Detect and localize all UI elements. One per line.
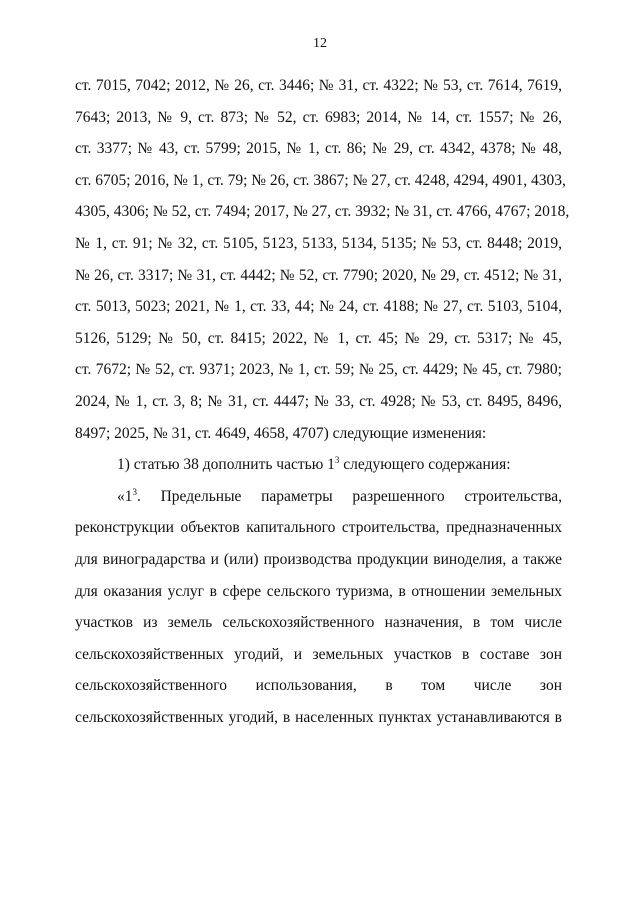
new-part-line: для виноградарства и (или) производства продукции виноделия, а также bbox=[75, 550, 562, 568]
new-part-prefix: «1 bbox=[117, 487, 133, 505]
citation-line: 5126, 5129; № 50, ст. 8415; 2022, № 1, ст. 45; № 29, ст. 5317; № 45, bbox=[75, 329, 562, 347]
new-part-line: участков из земель сельскохозяйственного назначения, в том числе bbox=[75, 614, 562, 632]
citation-line: ст. 6705; 2016, № 1, ст. 79; № 26, ст. 3867; № 27, ст. 4248, 4294, 4901, 4303, bbox=[75, 171, 566, 189]
citation-line: ст. 7015, 7042; 2012, № 26, ст. 3446; № 31, ст. 4322; № 53, ст. 7614, 7619, bbox=[75, 77, 562, 94]
citation-line: 4305, 4306; № 52, ст. 7494; 2017, № 27, ст. 3932; № 31, ст. 4766, 4767; 2018, bbox=[75, 203, 570, 221]
instruction-superscript: 3 bbox=[334, 454, 340, 465]
new-part-line: для оказания услуг в сфере сельского туризма, в отношении земельных bbox=[75, 582, 562, 600]
instruction-text: 1) статью 38 дополнить частью 1 bbox=[117, 456, 335, 474]
citation-line: ст. 5013, 5023; 2021, № 1, ст. 33, 44; № 24, ст. 4188; № 27, ст. 5103, 5104, bbox=[75, 298, 562, 316]
new-part-superscript: 3 bbox=[132, 486, 137, 497]
citation-line: 7643; 2013, № 9, ст. 873; № 52, ст. 6983; 2014, № 14, ст. 1557; № 26, bbox=[75, 108, 562, 126]
citation-line: ст. 7672; № 52, ст. 9371; 2023, № 1, ст. 59; № 25, ст. 4429; № 45, ст. 7980; bbox=[75, 361, 562, 379]
instruction-text-tail: следующего содержания: bbox=[339, 456, 511, 474]
citation-line-last: 8497; 2025, № 31, ст. 4649, 4658, 4707) следующие изменения: bbox=[75, 424, 487, 442]
page-number: 12 bbox=[313, 36, 327, 51]
citation-line: № 1, ст. 91; № 32, ст. 5105, 5123, 5133, 5134, 5135; № 53, ст. 8448; 2019, bbox=[75, 234, 562, 252]
citation-line: ст. 3377; № 43, ст. 5799; 2015, № 1, ст. 86; № 29, ст. 4342, 4378; № 48, bbox=[75, 140, 562, 158]
document-body bbox=[75, 70, 570, 733]
instruction-paragraph bbox=[75, 449, 562, 481]
new-part-first-line bbox=[75, 481, 562, 513]
new-part-line: сельскохозяйственных угодий, и земельных участков в составе зон bbox=[75, 645, 562, 663]
new-part-line: сельскохозяйственных угодий, в населенных пунктах устанавливаются в bbox=[75, 708, 562, 726]
new-part-first-line-text: . Предельные параметры разрешенного строительства, bbox=[137, 487, 562, 505]
new-part-line: сельскохозяйственного использования, в том числе зон bbox=[75, 677, 562, 695]
new-part-line: реконструкции объектов капитального строительства, предназначенных bbox=[75, 519, 562, 537]
citation-line: 2024, № 1, ст. 3, 8; № 31, ст. 4447; № 33, ст. 4928; № 53, ст. 8495, 8496, bbox=[75, 392, 562, 410]
citation-line: № 26, ст. 3317; № 31, ст. 4442; № 52, ст. 7790; 2020, № 29, ст. 4512; № 31, bbox=[75, 266, 562, 284]
